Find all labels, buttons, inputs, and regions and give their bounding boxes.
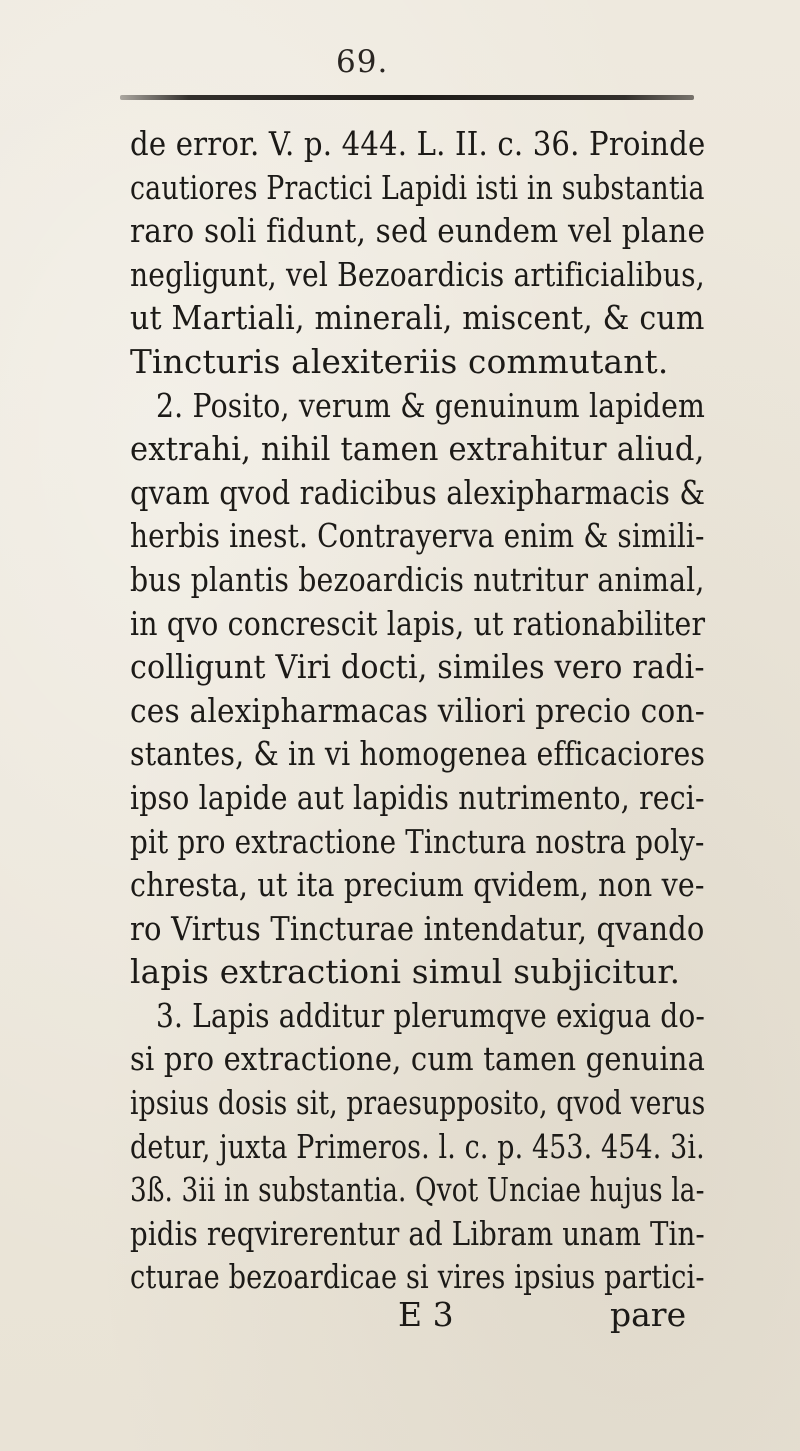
text-line: chresta, ut ita precium qvidem, non ve-	[130, 865, 705, 905]
text-line: stantes, & in vi homogenea efficaciores	[130, 734, 706, 774]
text-line: si pro extractione, cum tamen genuina	[130, 1039, 706, 1079]
text-line: lapis extractioni simul subjicitur.	[130, 952, 681, 992]
text-line: ut Martiali, minerali, miscent, & cum	[130, 298, 705, 338]
header-rule	[120, 95, 694, 100]
text-line: pidis reqvirerentur ad Libram unam Tin-	[130, 1213, 705, 1253]
text-line: pit pro extractione Tinctura nostra poly-	[130, 821, 705, 861]
text-line: Tincturis alexiteriis commutant.	[130, 341, 669, 381]
text-line: ces alexipharmacas viliori precio con-	[130, 690, 705, 730]
text-line: de error. V. p. 444. L. II. c. 36. Proinde	[130, 124, 706, 163]
text-line: herbis inest. Contrayerva enim & simili-	[130, 516, 705, 556]
page-number: 69.	[336, 44, 389, 80]
page-footer	[130, 1295, 710, 1339]
text-line: colligunt Viri docti, similes vero radi-	[130, 647, 705, 687]
text-line: extrahi, nihil tamen extrahitur aliud,	[130, 429, 705, 469]
text-line: ipsius dosis sit, praesupposito, qvod verus	[130, 1083, 706, 1123]
text-line: cturae bezoardicae si vires ipsius partici-	[130, 1257, 705, 1297]
text-line: ro Virtus Tincturae intendatur, qvando	[130, 908, 705, 948]
text-line: ipso lapide aut lapidis nutrimento, reci-	[130, 777, 705, 817]
text-line: cautiores Practici Lapidi isti in substantia	[130, 167, 705, 207]
body-text	[130, 122, 710, 1299]
text-line: bus plantis bezoardicis nutritur animal,	[130, 559, 705, 599]
text-line: detur, juxta Primeros. l. c. p. 453. 454. 3i.	[130, 1126, 705, 1166]
text-line: 3. Lapis additur plerumqve exigua do-	[156, 995, 706, 1035]
text-line: qvam qvod radicibus alexipharmacis &	[130, 472, 706, 512]
text-line: in qvo concrescit lapis, ut rationabiliter	[130, 603, 706, 643]
catchword: pare	[610, 1295, 687, 1334]
text-line: 3ß. 3ii in substantia. Qvot Unciae hujus la-	[130, 1170, 705, 1210]
text-line: 2. Posito, verum & genuinum lapidem	[156, 385, 706, 425]
signature-mark: E 3	[398, 1295, 454, 1334]
text-line: negligunt, vel Bezoardicis artificialibus,	[130, 254, 705, 294]
text-line: raro soli fidunt, sed eundem vel plane	[130, 211, 706, 251]
